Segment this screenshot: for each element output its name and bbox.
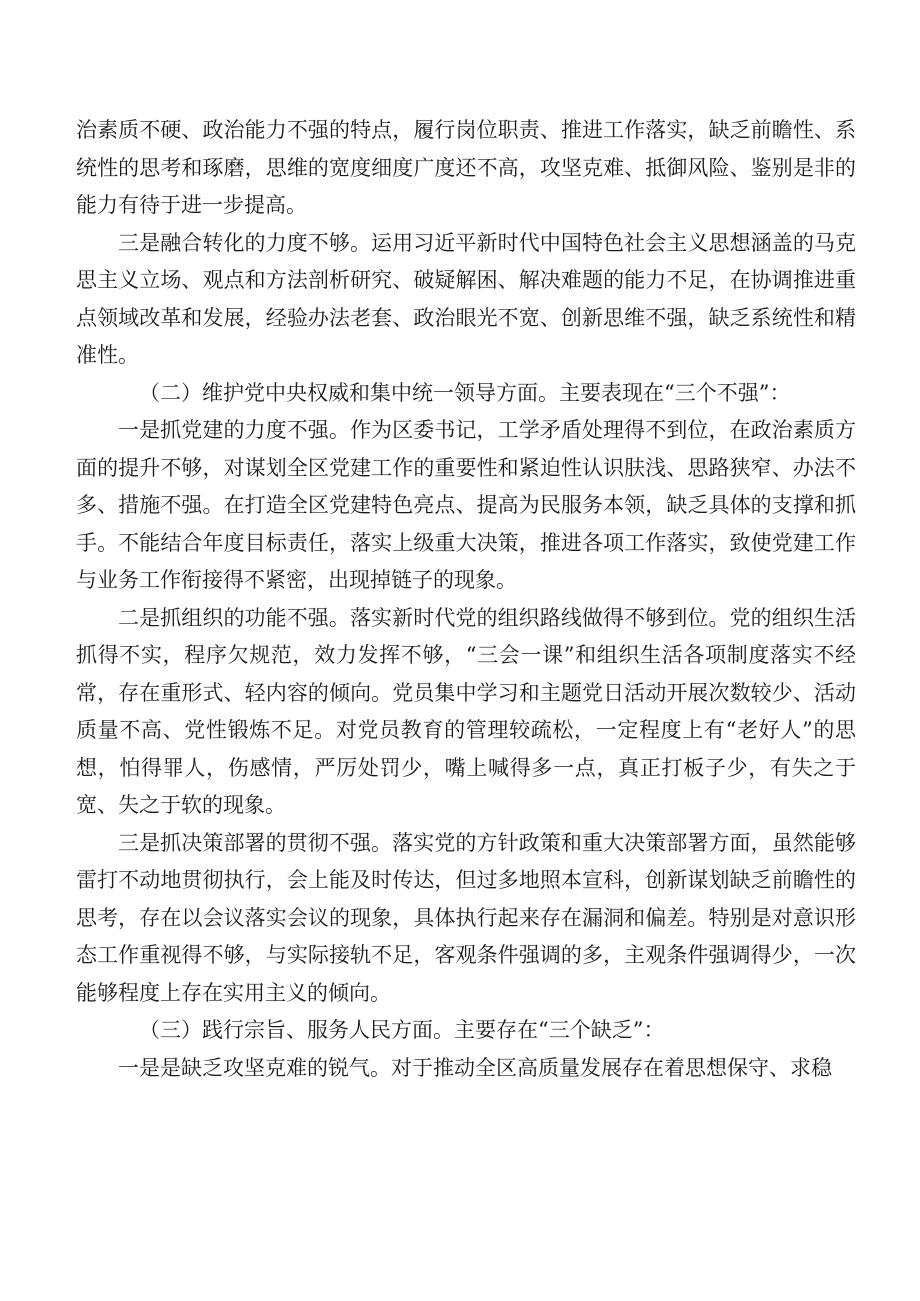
- section-heading-2: （二）维护党中央权威和集中统一领导方面。主要表现在“三个不强”：: [139, 380, 791, 405]
- paragraph-decision-implementation: 三是抓决策部署的贯彻不强。落实党的方针政策和重大决策部署方面，虽然能够雷打不动地贯彻执行，会上能及时传达，但过多地照本宣科，创新谋划缺乏前瞻性的思考，存在以会议落实会议的现象，具体执行起来存在漏洞和偏差。特别是对意识形态工作重视得不够，与实际接轨不足，客观条件强调的多，主观条件强调得少，一次能够程度上存在实用主义的倾向。: [76, 830, 856, 1005]
- paragraph-continuation: 治素质不硬、政治能力不强的特点，履行岗位职责、推进工作落实，缺乏前瞻性、系统性的思考和琢磨，思维的宽度细度广度还不高，攻坚克难、抵御风险、鉴别是非的能力有待于进一步提高。: [76, 118, 856, 217]
- paragraph-lack-of-drive: 一是是缺乏攻坚克难的锐气。对于推动全区高质量发展存在着思想保守、求稳: [118, 1055, 832, 1080]
- paragraph-integration-transformation: 三是融合转化的力度不够。运用习近平新时代中国特色社会主义思想涵盖的马克思主义立场、观点和方法剖析研究、破疑解困、解决难题的能力不足，在协调推进重点领域改革和发展，经验办法老套、政治眼光不宽、创新思维不强，缺乏系统性和精准性。: [76, 230, 856, 367]
- paragraph-organization: 二是抓组织的功能不强。落实新时代党的组织路线做得不够到位。党的组织生活抓得不实，程序欠规范，效力发挥不够，“三会一课”和组织生活各项制度落实不经常，存在重形式、轻内容的倾向。党员集中学习和主题党日活动开展次数较少、活动质量不高、党性锻炼不足。对党员教育的管理较疏松，一定程度上有“老好人”的思想，怕得罪人，伤感情，严厉处罚少，嘴上喊得多一点，真正打板子少，有失之于宽、失之于软的现象。: [76, 605, 856, 817]
- document-body: [76, 112, 856, 1087]
- paragraph-party-building: 一是抓党建的力度不强。作为区委书记，工学矛盾处理得不到位，在政治素质方面的提升不够，对谋划全区党建工作的重要性和紧迫性认识肤浅、思路狭窄、办法不多、措施不强。在打造全区党建特色亮点、提高为民服务本领，缺乏具体的支撑和抓手。不能结合年度目标责任，落实上级重大决策，推进各项工作落实，致使党建工作与业务工作衔接得不紧密，出现掉链子的现象。: [76, 418, 856, 592]
- section-heading-3: （三）践行宗旨、服务人民方面。主要存在“三个缺乏”：: [139, 1018, 665, 1042]
